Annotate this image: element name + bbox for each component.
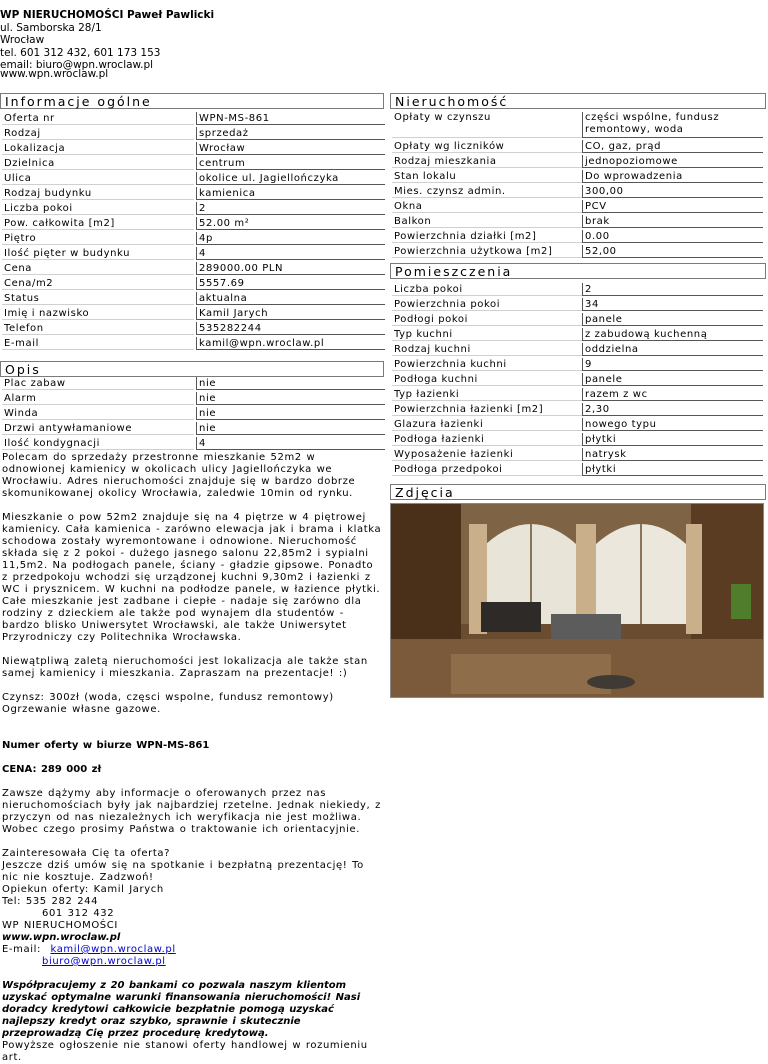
- general-info-row: [2, 321, 386, 336]
- general-info-row: [2, 306, 386, 321]
- room-value: 9: [582, 358, 763, 371]
- feature-label: Plac zabaw: [2, 377, 194, 390]
- general-info-value: 5557.69: [196, 277, 385, 290]
- general-info-label: Status: [2, 292, 194, 305]
- property-value: 300,00: [582, 185, 763, 198]
- general-info-value: sprzedaż: [196, 127, 385, 140]
- feature-row: [2, 421, 386, 436]
- section-property-title: Nieruchomość: [390, 93, 766, 109]
- agency-email: email: biuro@wpn.wroclaw.pl: [0, 59, 154, 71]
- general-info-label: Ilość pięter w budynku: [2, 247, 194, 260]
- room-value: panele: [582, 313, 763, 326]
- property-label: Stan lokalu: [392, 170, 582, 183]
- general-info-row: [2, 126, 386, 141]
- general-info-row: [2, 171, 386, 186]
- general-info-label: Telefon: [2, 322, 194, 335]
- general-info-label: Cena: [2, 262, 194, 275]
- room-label: Wyposażenie łazienki: [392, 448, 582, 461]
- general-info-row: [2, 216, 386, 231]
- section-rooms-title: Pomieszczenia: [390, 263, 766, 279]
- description-paragraph: Niewątpliwą zaletą nieruchomości jest lokalizacja ale także stan samej kamienicy i mieszkania. Zapraszam na prezentacje! :): [2, 656, 368, 679]
- general-info-value: WPN-MS-861: [196, 112, 385, 125]
- feature-row: [2, 376, 386, 391]
- general-info-value: 535282244: [196, 322, 385, 335]
- feature-value: 4: [196, 437, 385, 450]
- property-row: [392, 111, 764, 139]
- general-info-value: okolice ul. Jagiellończyka: [196, 172, 385, 185]
- room-value: 2,30: [582, 403, 763, 416]
- rooms-table: [392, 282, 764, 477]
- disclaimer-paragraph: Zawsze dążymy aby informacje o oferowanych przez nas nieruchomościach były jak najbardziej rzetelne. Jednak niekiedy, z przyczyn od nas niezależnych ich weryfikacja nie jest możliwa. Wobec czego prosimy Państwa o traktowanie ich orientacyjnie.: [2, 788, 381, 835]
- legal-note: Powyższe ogłoszenie nie stanowi oferty handlowej w rozumieniu art.: [2, 1040, 368, 1063]
- offer-price: CENA: 289 000 zł: [2, 764, 102, 775]
- general-info-value: aktualna: [196, 292, 385, 305]
- property-table: [392, 111, 764, 259]
- property-label: Opłaty wg liczników: [392, 140, 582, 153]
- contact-question: Zainteresowała Cię ta oferta?: [2, 848, 170, 859]
- contact-invitation: Jeszcze dziś umów się na spotkanie i bezpłatną prezentację! To nic nie kosztuje. Zadzwoń!: [2, 860, 364, 883]
- offer-number: Numer oferty w biurze WPN-MS-861: [2, 740, 210, 751]
- room-value: 2: [582, 283, 763, 296]
- room-value: natrysk: [582, 448, 763, 461]
- room-value: razem z wc: [582, 388, 763, 401]
- description-paragraph: Mieszkanie o pow 52m2 znajduje się na 4 piętrze w 4 piętrowej kamienicy. Cała kamienica - zarówno elewacja jak i brama i klatka schodowa zostały wyremontowane i odnowione. Nieruchomość składa się z 2 pokoi - dużego jasnego salonu 22,85m2 i sypialni 11,5m2. Na podłogach panele, ściany - gładzie gipsowe. Ponadto z przedpokoju wchodzi się urządzonej kuchni 9,30m2 i łazienki z WC i prysznicem. W kuchni na podłodze panele, w łazience płytki. Całe mieszkanie jest zadbane i ciepłe - nadaje się zarówno dla rodziny z dzieckiem ale także pod wynajem dla studentów - bardzo blisko Uniwersytet Wrocławski, ale także Uniwersytet Przyrodniczy czy Politechnika Wrocławska.: [2, 512, 382, 643]
- general-info-value: 2: [196, 202, 385, 215]
- general-info-value: kamil@wpn.wroclaw.pl: [196, 337, 385, 350]
- general-info-row: [2, 186, 386, 201]
- general-info-row: [2, 111, 386, 126]
- property-label: Balkon: [392, 215, 582, 228]
- room-row: [392, 402, 764, 417]
- general-info-row: [2, 276, 386, 291]
- room-value: płytki: [582, 463, 763, 476]
- section-general-title: Informacje ogólne: [0, 93, 384, 109]
- property-row: [392, 184, 764, 199]
- room-label: Powierzchnia kuchni: [392, 358, 582, 371]
- contact-email-link-office[interactable]: biuro@wpn.wroclaw.pl: [42, 956, 166, 967]
- general-info-row: [2, 141, 386, 156]
- contact-phone-2: 601 312 432: [42, 908, 115, 919]
- room-label: Rodzaj kuchni: [392, 343, 582, 356]
- property-label: Powierzchnia działki [m2]: [392, 230, 582, 243]
- room-row: [392, 342, 764, 357]
- property-label: Rodzaj mieszkania: [392, 155, 582, 168]
- property-value: CO, gaz, prąd: [582, 140, 763, 153]
- general-info-label: Cena/m2: [2, 277, 194, 290]
- feature-row: [2, 436, 386, 451]
- feature-label: Ilość kondygnacji: [2, 437, 194, 450]
- section-photos-title: Zdjęcia: [390, 484, 766, 500]
- financing-paragraph: Współpracujemy z 20 bankami co pozwala naszym klientom uzyskać optymalne warunki finansowania nieruchomości! Nasi doradcy kredytowi całkowicie bezpłatnie pomogą uzyskać najlepszy kredyt oraz szybko, sprawnie i skutecznie przeprowadzą Cię przez procedurę kredytową.: [2, 980, 361, 1039]
- rent-line: Czynsz: 300zł (woda, częsci wspolne, fundusz remontowy): [2, 692, 334, 703]
- room-value: nowego typu: [582, 418, 763, 431]
- agency-name: WP NIERUCHOMOŚCI Paweł Pawlicki: [0, 9, 215, 21]
- contact-agent: Opiekun oferty: Kamil Jarych: [2, 884, 164, 895]
- property-label: Mies. czynsz admin.: [392, 185, 582, 198]
- general-info-label: Pow. całkowita [m2]: [2, 217, 194, 230]
- room-row: [392, 297, 764, 312]
- property-row: [392, 154, 764, 169]
- heating-line: Ogrzewanie własne gazowe.: [2, 704, 161, 715]
- feature-label: Drzwi antywłamaniowe: [2, 422, 194, 435]
- room-value: 34: [582, 298, 763, 311]
- contact-block: [2, 848, 383, 968]
- living-room-photo-illustration: [391, 504, 764, 698]
- general-info-label: Rodzaj budynku: [2, 187, 194, 200]
- rent-info: [2, 692, 383, 716]
- general-info-label: Dzielnica: [2, 157, 194, 170]
- feature-label: Winda: [2, 407, 194, 420]
- features-table: [2, 376, 386, 451]
- room-row: [392, 327, 764, 342]
- room-row: [392, 447, 764, 462]
- general-info-label: Liczba pokoi: [2, 202, 194, 215]
- agency-city: Wrocław: [0, 34, 45, 46]
- general-info-value: 4p: [196, 232, 385, 245]
- property-value: jednopoziomowe: [582, 155, 763, 168]
- property-value: części wspólne, fundusz remontowy, woda: [582, 112, 763, 138]
- room-row: [392, 312, 764, 327]
- general-info-value: 289000.00 PLN: [196, 262, 385, 275]
- room-value: panele: [582, 373, 763, 386]
- description-text: [2, 452, 383, 1064]
- property-label: Opłaty w czynszu: [392, 112, 582, 138]
- apartment-photo[interactable]: [390, 503, 764, 698]
- general-info-label: Oferta nr: [2, 112, 194, 125]
- room-label: Typ łazienki: [392, 388, 582, 401]
- general-info-label: Imię i nazwisko: [2, 307, 194, 320]
- general-info-row: [2, 201, 386, 216]
- general-info-row: [2, 231, 386, 246]
- feature-label: Alarm: [2, 392, 194, 405]
- room-label: Podłogi pokoi: [392, 313, 582, 326]
- room-row: [392, 372, 764, 387]
- feature-row: [2, 406, 386, 421]
- room-value: oddzielna: [582, 343, 763, 356]
- general-info-row: [2, 291, 386, 306]
- property-value: PCV: [582, 200, 763, 213]
- room-label: Liczba pokoi: [392, 283, 582, 296]
- feature-value: nie: [196, 422, 385, 435]
- general-info-label: E-mail: [2, 337, 194, 350]
- general-info-row: [2, 246, 386, 261]
- general-info-label: Piętro: [2, 232, 194, 245]
- property-row: [392, 139, 764, 154]
- room-label: Glazura łazienki: [392, 418, 582, 431]
- description-paragraph: Polecam do sprzedaży przestronne mieszkanie 52m2 w odnowionej kamienicy w okolicach ulicy Jagiellończyka we Wrocławiu. Adres nieruchomości znajduje się w bardzo dobrze skomunikowanej okolicy Wrocławia, zaledwie 10min od rynku.: [2, 452, 356, 499]
- general-info-row: [2, 336, 386, 351]
- agency-phones: tel. 601 312 432, 601 173 153: [0, 46, 161, 59]
- property-row: [392, 229, 764, 244]
- section-description-title: Opis: [0, 361, 384, 377]
- feature-value: nie: [196, 377, 385, 390]
- property-row: [392, 199, 764, 214]
- contact-email-link-agent[interactable]: kamil@wpn.wroclaw.pl: [50, 944, 176, 955]
- feature-row: [2, 391, 386, 406]
- room-row: [392, 357, 764, 372]
- property-value: 0.00: [582, 230, 763, 243]
- general-info-value: centrum: [196, 157, 385, 170]
- contact-email-label: E-mail:: [2, 944, 41, 955]
- general-info-value: kamienica: [196, 187, 385, 200]
- room-row: [392, 417, 764, 432]
- agency-header: [0, 9, 214, 72]
- general-info-row: [2, 261, 386, 276]
- general-info-label: Rodzaj: [2, 127, 194, 140]
- property-label: Okna: [392, 200, 582, 213]
- room-value: z zabudową kuchenną: [582, 328, 763, 341]
- room-value: płytki: [582, 433, 763, 446]
- general-info-value: 4: [196, 247, 385, 260]
- property-row: [392, 169, 764, 184]
- property-row: [392, 244, 764, 259]
- contact-phone-1: Tel: 535 282 244: [2, 896, 99, 907]
- property-label: Powierzchnia użytkowa [m2]: [392, 245, 582, 258]
- room-row: [392, 282, 764, 297]
- property-value: Do wprowadzenia: [582, 170, 763, 183]
- contact-website[interactable]: www.wpn.wroclaw.pl: [2, 932, 121, 943]
- property-value: brak: [582, 215, 763, 228]
- room-label: Podłoga łazienki: [392, 433, 582, 446]
- general-info-value: Wrocław: [196, 142, 385, 155]
- room-row: [392, 462, 764, 477]
- room-row: [392, 432, 764, 447]
- room-label: Typ kuchni: [392, 328, 582, 341]
- general-info-label: Ulica: [2, 172, 194, 185]
- general-info-value: 52.00 m²: [196, 217, 385, 230]
- room-label: Powierzchnia pokoi: [392, 298, 582, 311]
- agency-street: ul. Samborska 28/1: [0, 21, 102, 34]
- contact-company: WP NIERUCHOMOŚCI: [2, 920, 118, 931]
- room-label: Podłoga przedpokoi: [392, 463, 582, 476]
- property-value: 52,00: [582, 245, 763, 258]
- feature-value: nie: [196, 392, 385, 405]
- feature-value: nie: [196, 407, 385, 420]
- general-info-row: [2, 156, 386, 171]
- agency-website[interactable]: www.wpn.wroclaw.pl: [0, 68, 109, 80]
- property-row: [392, 214, 764, 229]
- general-info-label: Lokalizacja: [2, 142, 194, 155]
- general-info-table: [2, 111, 386, 351]
- room-label: Podłoga kuchni: [392, 373, 582, 386]
- general-info-value: Kamil Jarych: [196, 307, 385, 320]
- room-row: [392, 387, 764, 402]
- room-label: Powierzchnia łazienki [m2]: [392, 403, 582, 416]
